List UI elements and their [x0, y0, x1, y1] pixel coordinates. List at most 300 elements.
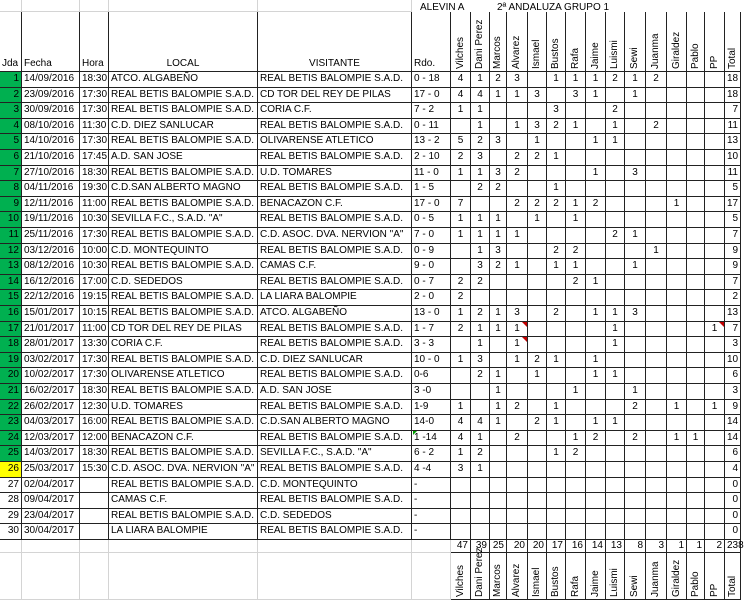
row-goals[interactable] — [547, 431, 566, 447]
row-visitante[interactable]: REAL BETIS BALOMPIE S.A.D. — [258, 72, 412, 88]
row-visitante[interactable]: C.D. DIEZ SANLUCAR — [258, 353, 412, 369]
row-goals[interactable] — [606, 446, 625, 462]
row-hora[interactable]: 17:30 — [80, 134, 109, 150]
row-rdo[interactable]: 13 - 0 — [412, 306, 451, 322]
row-jda[interactable]: 29 — [0, 509, 22, 525]
row-goals[interactable] — [687, 446, 705, 462]
row-goals[interactable] — [547, 228, 566, 244]
row-goals[interactable] — [625, 150, 646, 166]
row-goals[interactable] — [705, 166, 725, 182]
row-hora[interactable]: 10:30 — [80, 212, 109, 228]
row-goals[interactable] — [547, 212, 566, 228]
row-goals[interactable] — [471, 384, 490, 400]
row-goals[interactable] — [586, 103, 606, 119]
header-player-dani-perez[interactable] — [471, 12, 490, 72]
row-goals[interactable] — [646, 197, 667, 213]
row-visitante[interactable]: A.D. SAN JOSE — [258, 384, 412, 400]
row-goals[interactable]: 1 — [606, 368, 625, 384]
row-local[interactable]: REAL BETIS BALOMPIE S.A.D. — [109, 509, 258, 525]
row-goals[interactable] — [687, 509, 705, 525]
row-goals[interactable] — [667, 353, 687, 369]
row-goals[interactable]: 1 — [566, 197, 586, 213]
row-goals[interactable] — [606, 275, 625, 291]
row-goals[interactable] — [566, 290, 586, 306]
row-goals[interactable] — [687, 478, 705, 494]
row-goals[interactable] — [586, 322, 606, 338]
row-goals[interactable] — [586, 509, 606, 525]
row-goals[interactable] — [507, 493, 528, 509]
row-fecha[interactable]: 19/11/2016 — [22, 212, 80, 228]
row-goals[interactable] — [566, 493, 586, 509]
row-goals[interactable]: 4 — [471, 415, 490, 431]
row-goals[interactable] — [507, 244, 528, 260]
row-goals[interactable]: 1 — [625, 228, 646, 244]
row-goals[interactable]: 1 — [451, 446, 471, 462]
row-goals[interactable]: 4 — [451, 72, 471, 88]
row-hora[interactable]: 18:30 — [80, 72, 109, 88]
header-player-sewi[interactable] — [625, 12, 646, 72]
row-goals[interactable] — [566, 509, 586, 525]
row-goals[interactable] — [451, 259, 471, 275]
row-goals[interactable]: 2 — [606, 103, 625, 119]
row-goals[interactable]: 1 — [547, 181, 566, 197]
row-goals[interactable]: 1 — [471, 228, 490, 244]
row-goals[interactable]: 2 — [547, 306, 566, 322]
row-goals[interactable] — [625, 462, 646, 478]
row-goals[interactable]: 1 — [471, 72, 490, 88]
row-total[interactable]: 9 — [725, 244, 741, 260]
row-goals[interactable] — [547, 524, 566, 540]
row-hora[interactable] — [80, 478, 109, 494]
row-goals[interactable] — [687, 244, 705, 260]
row-local[interactable]: OLIVARENSE ATLETICO — [109, 368, 258, 384]
row-goals[interactable] — [606, 493, 625, 509]
row-fecha[interactable]: 12/11/2016 — [22, 197, 80, 213]
row-hora[interactable]: 18:30 — [80, 166, 109, 182]
row-fecha[interactable]: 23/04/2017 — [22, 509, 80, 525]
row-goals[interactable]: 3 — [625, 306, 646, 322]
row-goals[interactable] — [528, 72, 547, 88]
row-goals[interactable] — [507, 181, 528, 197]
row-fecha[interactable]: 21/10/2016 — [22, 150, 80, 166]
player-total[interactable]: 25 — [490, 540, 507, 553]
row-rdo[interactable]: 0 - 18 — [412, 72, 451, 88]
row-goals[interactable] — [667, 322, 687, 338]
row-goals[interactable] — [625, 493, 646, 509]
row-visitante[interactable]: ATCO. ALGABEÑO — [258, 306, 412, 322]
row-goals[interactable] — [687, 353, 705, 369]
row-goals[interactable]: 1 — [507, 119, 528, 135]
row-jda[interactable]: 18 — [0, 337, 22, 353]
row-goals[interactable] — [606, 259, 625, 275]
row-hora[interactable]: 11:00 — [80, 197, 109, 213]
row-goals[interactable] — [547, 493, 566, 509]
row-goals[interactable]: 3 — [528, 119, 547, 135]
row-goals[interactable] — [507, 368, 528, 384]
row-goals[interactable]: 1 — [451, 400, 471, 416]
row-local[interactable]: REAL BETIS BALOMPIE S.A.D. — [109, 353, 258, 369]
row-goals[interactable] — [606, 197, 625, 213]
row-goals[interactable] — [586, 400, 606, 416]
row-goals[interactable] — [646, 415, 667, 431]
footer-player-vilches[interactable] — [451, 553, 471, 600]
row-goals[interactable]: 1 — [451, 212, 471, 228]
row-goals[interactable] — [566, 478, 586, 494]
row-goals[interactable] — [606, 353, 625, 369]
row-rdo[interactable]: 3 - 3 — [412, 337, 451, 353]
row-total[interactable]: 18 — [725, 72, 741, 88]
row-goals[interactable]: 1 — [528, 212, 547, 228]
row-visitante[interactable]: C.D. MONTEQUINTO — [258, 478, 412, 494]
row-rdo[interactable]: 14-0 — [412, 415, 451, 431]
row-goals[interactable]: 1 — [528, 368, 547, 384]
row-total[interactable]: 6 — [725, 446, 741, 462]
row-goals[interactable] — [490, 509, 507, 525]
row-goals[interactable]: 3 — [490, 166, 507, 182]
header-local[interactable]: LOCAL — [109, 12, 258, 72]
row-rdo[interactable]: - — [412, 509, 451, 525]
row-goals[interactable]: 3 — [528, 88, 547, 104]
row-goals[interactable] — [667, 275, 687, 291]
row-fecha[interactable]: 10/02/2017 — [22, 368, 80, 384]
row-goals[interactable] — [687, 524, 705, 540]
row-goals[interactable]: 1 — [667, 431, 687, 447]
row-goals[interactable] — [687, 134, 705, 150]
row-local[interactable]: REAL BETIS BALOMPIE S.A.D. — [109, 134, 258, 150]
row-hora[interactable]: 10:30 — [80, 259, 109, 275]
row-goals[interactable] — [606, 88, 625, 104]
row-fecha[interactable]: 02/04/2017 — [22, 478, 80, 494]
row-goals[interactable] — [687, 275, 705, 291]
row-goals[interactable] — [667, 478, 687, 494]
row-goals[interactable] — [606, 384, 625, 400]
row-goals[interactable]: 2 — [566, 446, 586, 462]
row-goals[interactable] — [667, 415, 687, 431]
row-goals[interactable] — [667, 103, 687, 119]
row-goals[interactable] — [490, 197, 507, 213]
row-rdo[interactable]: 17 - 0 — [412, 197, 451, 213]
row-goals[interactable]: 1 — [490, 306, 507, 322]
row-goals[interactable]: 5 — [451, 134, 471, 150]
row-goals[interactable]: 1 — [490, 368, 507, 384]
row-total[interactable]: 2 — [725, 290, 741, 306]
row-goals[interactable]: 1 — [606, 322, 625, 338]
row-total[interactable]: 0 — [725, 524, 741, 540]
row-goals[interactable]: 2 — [451, 322, 471, 338]
row-visitante[interactable]: REAL BETIS BALOMPIE S.A.D. — [258, 337, 412, 353]
row-goals[interactable] — [547, 134, 566, 150]
header-fecha[interactable]: Fecha — [22, 12, 80, 72]
row-jda[interactable]: 1 — [0, 72, 22, 88]
row-goals[interactable] — [667, 228, 687, 244]
row-goals[interactable]: 2 — [451, 290, 471, 306]
header-player-vilches[interactable] — [451, 12, 471, 72]
row-goals[interactable] — [586, 524, 606, 540]
row-jda[interactable]: 24 — [0, 431, 22, 447]
row-fecha[interactable]: 15/01/2017 — [22, 306, 80, 322]
row-goals[interactable] — [507, 478, 528, 494]
row-goals[interactable] — [667, 446, 687, 462]
row-jda[interactable]: 7 — [0, 166, 22, 182]
row-goals[interactable]: 1 — [547, 72, 566, 88]
row-goals[interactable]: 1 — [471, 212, 490, 228]
row-local[interactable]: BENACAZON C.F. — [109, 431, 258, 447]
row-goals[interactable] — [646, 306, 667, 322]
row-goals[interactable]: 2 — [471, 275, 490, 291]
row-total[interactable]: 5 — [725, 181, 741, 197]
row-goals[interactable] — [528, 509, 547, 525]
row-goals[interactable] — [490, 524, 507, 540]
row-total[interactable]: 17 — [725, 197, 741, 213]
row-hora[interactable]: 18:30 — [80, 384, 109, 400]
row-hora[interactable]: 10:00 — [80, 244, 109, 260]
row-goals[interactable] — [528, 306, 547, 322]
footer-player-rafa[interactable] — [566, 553, 586, 600]
row-jda[interactable]: 19 — [0, 353, 22, 369]
row-goals[interactable]: 2 — [566, 275, 586, 291]
footer-player-luismi[interactable] — [606, 553, 625, 600]
row-jda[interactable]: 30 — [0, 524, 22, 540]
row-goals[interactable] — [528, 259, 547, 275]
row-goals[interactable] — [687, 400, 705, 416]
row-local[interactable]: CORIA C.F. — [109, 337, 258, 353]
row-goals[interactable] — [528, 322, 547, 338]
row-goals[interactable]: 2 — [646, 72, 667, 88]
row-goals[interactable] — [687, 212, 705, 228]
row-goals[interactable] — [606, 431, 625, 447]
header-jda[interactable]: Jda — [0, 12, 22, 72]
row-goals[interactable]: 2 — [471, 368, 490, 384]
row-goals[interactable]: 1 — [507, 259, 528, 275]
row-goals[interactable] — [528, 431, 547, 447]
row-visitante[interactable]: REAL BETIS BALOMPIE S.A.D. — [258, 462, 412, 478]
row-visitante[interactable]: REAL BETIS BALOMPIE S.A.D. — [258, 524, 412, 540]
row-visitante[interactable]: LA LIARA BALOMPIE — [258, 290, 412, 306]
header-player-marcos[interactable] — [490, 12, 507, 72]
row-fecha[interactable]: 03/12/2016 — [22, 244, 80, 260]
row-goals[interactable] — [566, 228, 586, 244]
row-goals[interactable] — [625, 181, 646, 197]
row-goals[interactable]: 2 — [507, 400, 528, 416]
row-goals[interactable] — [566, 150, 586, 166]
row-goals[interactable]: 1 — [586, 166, 606, 182]
row-goals[interactable]: 1 — [471, 244, 490, 260]
row-goals[interactable] — [646, 275, 667, 291]
row-rdo[interactable]: 0 - 11 — [412, 119, 451, 135]
row-total[interactable]: 7 — [725, 228, 741, 244]
row-goals[interactable] — [490, 431, 507, 447]
row-goals[interactable]: 1 — [451, 166, 471, 182]
row-fecha[interactable]: 03/02/2017 — [22, 353, 80, 369]
row-goals[interactable] — [451, 119, 471, 135]
row-goals[interactable]: 1 — [547, 150, 566, 166]
row-goals[interactable] — [490, 337, 507, 353]
row-total[interactable]: 0 — [725, 478, 741, 494]
row-fecha[interactable]: 04/03/2017 — [22, 415, 80, 431]
row-goals[interactable]: 1 — [566, 384, 586, 400]
row-hora[interactable]: 17:30 — [80, 353, 109, 369]
row-goals[interactable] — [625, 353, 646, 369]
row-goals[interactable]: 1 — [471, 337, 490, 353]
row-goals[interactable] — [667, 290, 687, 306]
row-hora[interactable]: 13:30 — [80, 337, 109, 353]
row-goals[interactable] — [646, 337, 667, 353]
row-rdo[interactable]: 7 - 2 — [412, 103, 451, 119]
row-goals[interactable] — [528, 478, 547, 494]
row-rdo[interactable]: 4 -4 — [412, 462, 451, 478]
row-goals[interactable]: 1 — [586, 72, 606, 88]
row-goals[interactable] — [528, 103, 547, 119]
row-goals[interactable]: 1 — [528, 134, 547, 150]
row-jda[interactable]: 17 — [0, 322, 22, 338]
row-goals[interactable] — [606, 524, 625, 540]
row-goals[interactable]: 4 — [471, 88, 490, 104]
row-goals[interactable] — [646, 181, 667, 197]
row-goals[interactable] — [606, 150, 625, 166]
row-goals[interactable] — [606, 509, 625, 525]
row-hora[interactable]: 17:30 — [80, 103, 109, 119]
row-hora[interactable]: 12:00 — [80, 431, 109, 447]
row-goals[interactable] — [547, 462, 566, 478]
row-goals[interactable]: 2 — [471, 446, 490, 462]
row-goals[interactable] — [705, 306, 725, 322]
row-goals[interactable] — [667, 524, 687, 540]
row-rdo[interactable]: 0-6 — [412, 368, 451, 384]
row-goals[interactable]: 2 — [528, 415, 547, 431]
row-goals[interactable]: 1 — [667, 197, 687, 213]
row-fecha[interactable]: 21/01/2017 — [22, 322, 80, 338]
row-local[interactable]: REAL BETIS BALOMPIE S.A.D. — [109, 259, 258, 275]
row-goals[interactable] — [566, 368, 586, 384]
player-total[interactable]: 238 — [727, 540, 744, 551]
row-fecha[interactable]: 25/03/2017 — [22, 462, 80, 478]
row-hora[interactable] — [80, 524, 109, 540]
row-goals[interactable] — [586, 462, 606, 478]
row-goals[interactable] — [566, 400, 586, 416]
row-goals[interactable]: 2 — [646, 119, 667, 135]
row-goals[interactable]: 1 — [490, 88, 507, 104]
footer-player-marcos[interactable] — [490, 553, 507, 600]
row-total[interactable]: 11 — [725, 119, 741, 135]
row-total[interactable]: 14 — [725, 415, 741, 431]
row-goals[interactable] — [667, 244, 687, 260]
row-goals[interactable]: 1 — [566, 212, 586, 228]
header-player-pablo[interactable] — [687, 12, 705, 72]
row-goals[interactable] — [528, 462, 547, 478]
row-goals[interactable] — [667, 181, 687, 197]
row-visitante[interactable]: OLIVARENSE ATLETICO — [258, 134, 412, 150]
row-goals[interactable] — [687, 119, 705, 135]
row-goals[interactable]: 1 — [507, 228, 528, 244]
row-goals[interactable]: 1 — [566, 259, 586, 275]
row-goals[interactable] — [646, 228, 667, 244]
row-goals[interactable] — [471, 290, 490, 306]
row-visitante[interactable]: SEVILLA F.C., S.A.D. "A" — [258, 446, 412, 462]
header-player-rafa[interactable] — [566, 12, 586, 72]
row-visitante[interactable]: REAL BETIS BALOMPIE S.A.D. — [258, 244, 412, 260]
row-total[interactable]: 0 — [725, 493, 741, 509]
row-goals[interactable] — [646, 166, 667, 182]
row-jda[interactable]: 16 — [0, 306, 22, 322]
row-goals[interactable]: 1 — [566, 431, 586, 447]
row-goals[interactable] — [471, 478, 490, 494]
row-jda[interactable]: 28 — [0, 493, 22, 509]
row-visitante[interactable]: C.D. ASOC. DVA. NERVION "A" — [258, 228, 412, 244]
row-total[interactable]: 11 — [725, 166, 741, 182]
row-rdo[interactable]: 1-9 — [412, 400, 451, 416]
row-goals[interactable] — [606, 212, 625, 228]
row-goals[interactable]: 1 — [507, 337, 528, 353]
row-goals[interactable] — [528, 337, 547, 353]
row-goals[interactable] — [705, 212, 725, 228]
player-total[interactable]: 1 — [667, 540, 687, 553]
row-goals[interactable]: 2 — [528, 197, 547, 213]
row-goals[interactable]: 3 — [625, 166, 646, 182]
row-goals[interactable] — [566, 181, 586, 197]
row-goals[interactable]: 2 — [451, 150, 471, 166]
footer-player-alvarez[interactable] — [507, 553, 528, 600]
row-goals[interactable]: 2 — [586, 197, 606, 213]
row-goals[interactable] — [528, 384, 547, 400]
row-goals[interactable]: 1 — [547, 353, 566, 369]
row-goals[interactable]: 2 — [507, 197, 528, 213]
row-fecha[interactable]: 23/09/2016 — [22, 88, 80, 104]
row-jda[interactable]: 5 — [0, 134, 22, 150]
row-goals[interactable] — [528, 181, 547, 197]
row-goals[interactable]: 7 — [451, 197, 471, 213]
row-jda[interactable]: 8 — [0, 181, 22, 197]
row-goals[interactable] — [586, 384, 606, 400]
row-total[interactable]: 0 — [725, 509, 741, 525]
row-hora[interactable]: 17:30 — [80, 228, 109, 244]
row-goals[interactable]: 1 — [471, 119, 490, 135]
row-goals[interactable] — [646, 212, 667, 228]
row-goals[interactable] — [667, 134, 687, 150]
header-rdo[interactable]: Rdo. — [412, 12, 451, 72]
row-goals[interactable] — [687, 181, 705, 197]
row-goals[interactable] — [667, 493, 687, 509]
row-goals[interactable]: 2 — [528, 150, 547, 166]
row-goals[interactable] — [646, 368, 667, 384]
row-goals[interactable] — [646, 88, 667, 104]
row-goals[interactable] — [687, 103, 705, 119]
row-goals[interactable] — [471, 400, 490, 416]
row-fecha[interactable]: 16/12/2016 — [22, 275, 80, 291]
row-total[interactable]: 10 — [725, 353, 741, 369]
footer-player-ismael[interactable] — [528, 553, 547, 600]
row-goals[interactable]: 3 — [471, 353, 490, 369]
row-fecha[interactable]: 14/10/2016 — [22, 134, 80, 150]
header-player-total[interactable] — [725, 12, 741, 72]
row-goals[interactable] — [646, 524, 667, 540]
row-goals[interactable] — [606, 181, 625, 197]
row-goals[interactable] — [490, 446, 507, 462]
row-goals[interactable] — [687, 166, 705, 182]
row-goals[interactable]: 1 — [566, 119, 586, 135]
row-goals[interactable] — [586, 446, 606, 462]
row-goals[interactable] — [547, 290, 566, 306]
header-hora[interactable]: Hora — [80, 12, 109, 72]
row-goals[interactable] — [646, 150, 667, 166]
row-goals[interactable] — [705, 337, 725, 353]
row-local[interactable]: A.D. SAN JOSE — [109, 150, 258, 166]
row-goals[interactable] — [528, 446, 547, 462]
row-rdo[interactable]: 0 - 7 — [412, 275, 451, 291]
row-fecha[interactable]: 30/04/2017 — [22, 524, 80, 540]
row-total[interactable]: 14 — [725, 431, 741, 447]
row-visitante[interactable]: REAL BETIS BALOMPIE S.A.D. — [258, 181, 412, 197]
row-jda[interactable]: 22 — [0, 400, 22, 416]
